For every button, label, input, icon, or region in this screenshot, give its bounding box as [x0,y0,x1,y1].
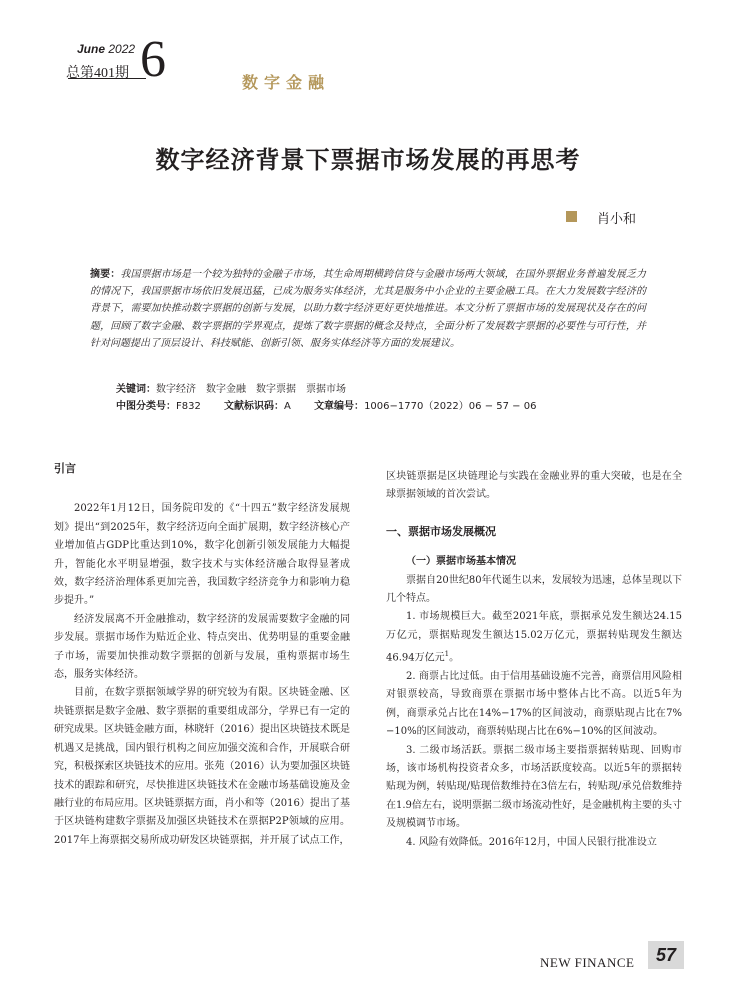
market-scale-paragraph [386,608,682,668]
intro-paragraph-2: 经济发展离不开金融推动，数字经济的发展需要数字金融的同步发展。票据市场作为贴近企业、特点突出、优势明显的重要金融子市场，需要加快推动数字票据的创新与发展，重构票据市场生态，服务实体经济。 [54,613,350,681]
doc-code [224,401,301,412]
continued-paragraph: 区块链票据是区块链理论与实践在金融业界的重大突破，也是在全球票据领域的首次尝试。 [386,471,682,501]
issue-number: 6 [140,31,166,88]
right-column [386,468,682,852]
intro-paragraph-1: 2022年1月12日，国务院印发的《“十四五”数字经济发展规划》提出“到2025年，数字经济迈向全面扩展期，数字经济核心产业增加值占GDP比重达到10%，数字化创新引领发展能力大幅提升，智能化水平明显增强，数字技术与实体经济融合取得显著成效，数字经济治理体系更加完善，我国数字经济竞争力和影响力稳步提升。” [54,503,350,607]
article-number-label: 文章编号： [314,401,365,412]
footnote-ref: 1 [444,650,450,659]
abstract-text: 我国票据市场是一个较为独特的金融子市场，其生命周期横跨信贷与金融市场两大领域，在国外票据业务普遍发展乏力的情况下，我国票据市场依旧发展迅猛，已成为服务实体经济，尤其是服务中小企业的主要金融工具。在大力发展数字经济的背景下，需要加快推动数字票据的创新与发展，以助力数字经济更好更快地推进。本文分析了票据市场的发展现状及存在的问题，回顾了数字金融、数字票据的学界观点，提炼了数字票据的概念及特点，全面分析了发展数字票据的必要性与可行性，并针对问题提出了顶层设计、科技赋能、创新引领、服务实体经济等方面的发展建议。 [90,269,647,349]
keywords-label: 关键词： [116,384,156,395]
abstract [90,266,646,352]
intro-paragraph-3: 目前，在数字票据领域学界的研究较为有限。区块链金融、区块链票据是数字金融、数字票据的重要组成部分，学界已有一定的研究成果。区块链金融方面，林晓轩（2016）提出区块链技术既是机遇又是挑战，国内银行机构之间应加强交流和合作，开展联合研究，积极探索区块链技术的应用。张苑（2016）认为要加强区块链技术的跟踪和研究，尽快推进区块链技术在金融市场基础设施及金融行业的布局应用。区块链票据方面，肖小和等（2016）提出了基于区块链构建数字票据及加强区块链技术在票据P2P领域的应用。2017年上海票据交易所成功研发区块链票据，并开展了试点工作， [54,687,350,846]
keywords-text: 数字经济 数字金融 数字票据 票据市场 [156,384,346,395]
class-code [116,401,211,412]
commercial-bill-paragraph: 2. 商票占比过低。由于信用基础设施不完善，商票信用风险相对银票较高，导致商票在票据市场中整体占比不高。以近5年为例，商票承兑占比在14%−17%的区间波动，商票贴现占比在7%−10%的区间波动，商票转贴现占比在6%−10%的区间波动。 [386,670,682,738]
market-scale-end: 。 [449,652,460,664]
issue-date [77,42,135,56]
market-intro-paragraph: 票据自20世纪80年代诞生以来，发展较为迅速，总体呈现以下几个特点。 [386,574,682,605]
secondary-market-paragraph: 3. 二级市场活跃。票据二级市场主要指票据转贴现、回购市场，该市场机构投资者众多，市场活跃度较高。以近5年的票据转贴现为例，转贴现/贴现倍数维持在3倍左右，转贴现/承兑倍数维持在1.9倍左右，说明票据二级市场流动性好，是金融机构主要的头寸及规模调节市场。 [386,744,682,830]
class-code-label: 中图分类号： [116,401,176,412]
article-number-value: 1006−1770（2022）06 − 57 − 06 [364,401,537,412]
classification-line [116,397,636,412]
issue-month: June [77,42,106,56]
left-column [54,460,350,850]
risk-paragraph: 4. 风险有效降低。2016年12月，中国人民银行批准设立 [406,836,657,848]
class-code-value: F832 [176,401,201,412]
journal-brand: NEW FINANCE [540,955,635,970]
section-heading-1: 一、票据市场发展概况 [386,524,496,538]
page-number: 57 [648,941,684,969]
abstract-label: 摘要： [90,269,121,280]
keywords [116,380,636,395]
article-number [314,401,546,412]
doc-code-label: 文献标识码： [224,401,285,412]
issue-total: 总第401期 [66,66,129,81]
market-scale-text: 1. 市场规模巨大。截至2021年底，票据承兑发生额达24.15万亿元，票据贴现发生额达15.02万亿元，票据转贴现发生额达46.94万亿元 [386,611,682,664]
article-title: 数字经济背景下票据市场发展的再思考 [155,146,581,174]
intro-heading: 引言 [54,462,76,475]
subsection-heading-1: （一）票据市场基本情况 [406,556,516,568]
section-name: 数字金融 [242,73,331,92]
issue-year: 2022 [108,42,136,56]
author-name: 肖小和 [597,212,637,227]
author-marker-icon [566,211,577,222]
doc-code-value: A [284,401,291,412]
